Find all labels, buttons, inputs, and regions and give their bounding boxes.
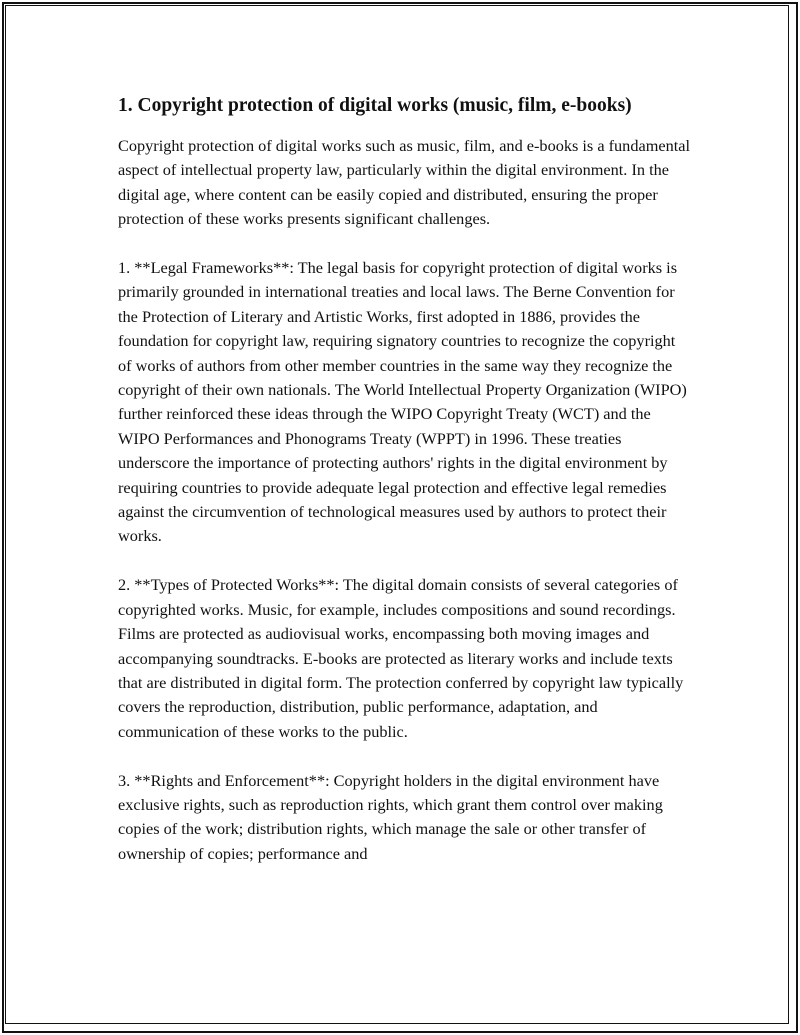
intro-paragraph: Copyright protection of digital works such as music, film, and e-books is a fundamental aspect of intellectual property law, particularly within the digital environment. In the digital age, where content can be easily copied and distributed, ensuring the proper protection of these works presents significant challenges.: [118, 136, 690, 229]
legal-frameworks-paragraph: 1. **Legal Frameworks**: The legal basis for copyright protection of digital works is primarily grounded in international treaties and local laws. The Berne Convention for the Protection of Literary and Artistic Works, first adopted in 1886, provides the foundation for copyright law, requiring signatory countries to recognize the copyright of works of authors from other member countries in the same way they recognize the copyright of their own nationals. The World Intellectual Property Organization (WIPO) further reinforced these ideas through the WIPO Copyright Treaty (WCT) and the WIPO Performances and Phonograms Treaty (WPPT) in 1996. These treaties underscore the importance of protecting authors' rights in the digital environment by requiring countries to provide adequate legal protection and effective legal remedies against the circumvention of technological measures used by authors to protect their works.: [118, 258, 687, 546]
protected-works-paragraph: 2. **Types of Protected Works**: The digital domain consists of several categories of copyrighted works. Music, for example, includes compositions and sound recordings. Films are protected as audiovisual works, encompassing both moving images and accompanying soundtracks. E-books are protected as literary works and include texts that are distributed in digital form. The protection conferred by copyright law typically covers the reproduction, distribution, public performance, adaptation, and communication of these works to the public.: [118, 575, 684, 741]
rights-enforcement-paragraph: 3. **Rights and Enforcement**: Copyright holders in the digital environment have exclusive rights, such as reproduction rights, which grant them control over making copies of the work; distribution rights, which manage the sale or other transfer of ownership of copies; performance and: [118, 770, 663, 863]
section-heading: 1. Copyright protection of digital works (music, film, e-books): [118, 95, 632, 116]
document-body: [118, 92, 692, 891]
